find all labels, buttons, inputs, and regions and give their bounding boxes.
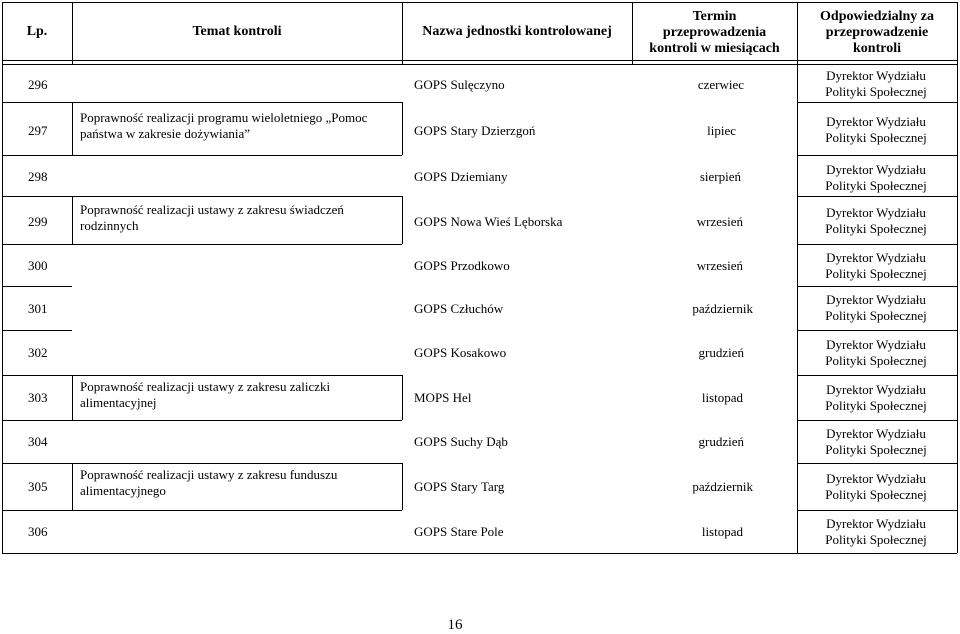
row-responsible bbox=[797, 382, 955, 414]
row-responsible-line-2: Polityki Społecznej bbox=[825, 130, 927, 145]
header-lp: Lp. bbox=[26, 24, 48, 39]
row-responsible-line-2: Polityki Społecznej bbox=[825, 308, 927, 323]
row-responsible-line-2: Polityki Społecznej bbox=[825, 398, 927, 413]
row-term: październik bbox=[692, 479, 753, 494]
row-responsible bbox=[797, 516, 955, 548]
row-responsible-line-1: Dyrektor Wydziału bbox=[826, 382, 926, 397]
row-term: grudzień bbox=[698, 434, 744, 449]
row-responsible-line-1: Dyrektor Wydziału bbox=[826, 337, 926, 352]
row-responsible-line-2: Polityki Społecznej bbox=[825, 487, 927, 502]
header-unit: Nazwa jednostki kontrolowanej bbox=[422, 24, 612, 39]
row-responsible-line-1: Dyrektor Wydziału bbox=[826, 114, 926, 129]
row-lp: 298 bbox=[28, 169, 48, 184]
topic-line-2: alimentacyjnej bbox=[80, 395, 157, 410]
row-lp: 297 bbox=[28, 123, 48, 138]
topic-swiadczenia-rodzinne bbox=[80, 202, 400, 234]
row-responsible-line-2: Polityki Społecznej bbox=[825, 178, 927, 193]
row-responsible-line-2: Polityki Społecznej bbox=[825, 266, 927, 281]
row-unit: GOPS Kosakowo bbox=[414, 345, 507, 360]
row-lp: 299 bbox=[28, 214, 48, 229]
header-topic: Temat kontroli bbox=[192, 24, 282, 39]
page-number: 16 bbox=[447, 617, 463, 633]
row-lp: 302 bbox=[28, 345, 48, 360]
header-term bbox=[632, 9, 797, 57]
row-unit: MOPS Hel bbox=[414, 390, 472, 405]
row-term: sierpień bbox=[699, 169, 741, 184]
row-responsible bbox=[797, 68, 955, 100]
row-term: lipiec bbox=[707, 123, 736, 138]
row-responsible-line-1: Dyrektor Wydziału bbox=[826, 205, 926, 220]
row-responsible-line-2: Polityki Społecznej bbox=[825, 442, 927, 457]
row-responsible-line-1: Dyrektor Wydziału bbox=[826, 471, 926, 486]
row-responsible-line-1: Dyrektor Wydziału bbox=[826, 68, 926, 83]
row-term: październik bbox=[692, 301, 753, 316]
topic-dozywianie bbox=[80, 110, 400, 142]
row-responsible-line-1: Dyrektor Wydziału bbox=[826, 292, 926, 307]
row-responsible-line-1: Dyrektor Wydziału bbox=[826, 516, 926, 531]
row-unit: GOPS Nowa Wieś Lęborska bbox=[414, 214, 563, 229]
row-term: grudzień bbox=[698, 345, 744, 360]
topic-line-2: rodzinnych bbox=[80, 218, 139, 233]
header-term-line-1: Termin bbox=[692, 9, 737, 24]
row-unit: GOPS Stary Targ bbox=[414, 479, 505, 494]
header-responsible bbox=[797, 9, 957, 57]
row-responsible-line-2: Polityki Społecznej bbox=[825, 532, 927, 547]
row-responsible bbox=[797, 114, 955, 146]
row-unit: GOPS Stare Pole bbox=[414, 524, 504, 539]
row-responsible bbox=[797, 205, 955, 237]
row-unit: GOPS Sulęczyno bbox=[414, 77, 505, 92]
row-lp: 304 bbox=[28, 434, 48, 449]
topic-fundusz-alimentacyjny bbox=[80, 467, 400, 499]
row-lp: 303 bbox=[28, 390, 48, 405]
row-term: wrzesień bbox=[696, 214, 743, 229]
header-term-line-3: kontroli w miesiącach bbox=[649, 41, 780, 56]
row-term: czerwiec bbox=[697, 77, 744, 92]
topic-line-1: Poprawność realizacji ustawy z zakresu zaliczki bbox=[80, 379, 331, 394]
row-responsible bbox=[797, 471, 955, 503]
row-lp: 301 bbox=[28, 301, 48, 316]
topic-line-1: Poprawność realizacji ustawy z zakresu świadczeń bbox=[80, 202, 344, 217]
row-lp: 306 bbox=[28, 524, 48, 539]
topic-line-1: Poprawność realizacji programu wieloletniego „Pomoc bbox=[80, 110, 368, 125]
row-responsible-line-2: Polityki Społecznej bbox=[825, 84, 927, 99]
header-responsible-line-3: kontroli bbox=[853, 41, 901, 56]
topic-line-2: alimentacyjnego bbox=[80, 483, 166, 498]
row-responsible-line-1: Dyrektor Wydziału bbox=[826, 250, 926, 265]
row-responsible-line-2: Polityki Społecznej bbox=[825, 353, 927, 368]
row-term: listopad bbox=[701, 524, 743, 539]
row-unit: GOPS Stary Dzierzgoń bbox=[414, 123, 536, 138]
row-unit: GOPS Człuchów bbox=[414, 301, 504, 316]
row-lp: 296 bbox=[28, 77, 48, 92]
header-responsible-line-2: przeprowadzenie bbox=[825, 25, 929, 40]
row-unit: GOPS Dziemiany bbox=[414, 169, 508, 184]
row-responsible-line-2: Polityki Społecznej bbox=[825, 221, 927, 236]
row-responsible bbox=[797, 292, 955, 324]
row-responsible-line-1: Dyrektor Wydziału bbox=[826, 162, 926, 177]
row-lp: 300 bbox=[28, 258, 48, 273]
row-responsible bbox=[797, 162, 955, 194]
row-responsible-line-1: Dyrektor Wydziału bbox=[826, 426, 926, 441]
row-responsible bbox=[797, 337, 955, 369]
topic-zaliczka-alimentacyjna bbox=[80, 379, 400, 411]
row-term: wrzesień bbox=[696, 258, 743, 273]
topic-line-1: Poprawność realizacji ustawy z zakresu funduszu bbox=[80, 467, 338, 482]
row-responsible bbox=[797, 426, 955, 458]
row-responsible bbox=[797, 250, 955, 282]
topic-line-2: państwa w zakresie dożywiania” bbox=[80, 126, 251, 141]
row-lp: 305 bbox=[28, 479, 48, 494]
row-unit: GOPS Przodkowo bbox=[414, 258, 510, 273]
header-responsible-line-1: Odpowiedzialny za bbox=[820, 9, 934, 24]
header-term-line-2: przeprowadzenia bbox=[662, 25, 767, 40]
row-term: listopad bbox=[701, 390, 743, 405]
row-unit: GOPS Suchy Dąb bbox=[414, 434, 508, 449]
